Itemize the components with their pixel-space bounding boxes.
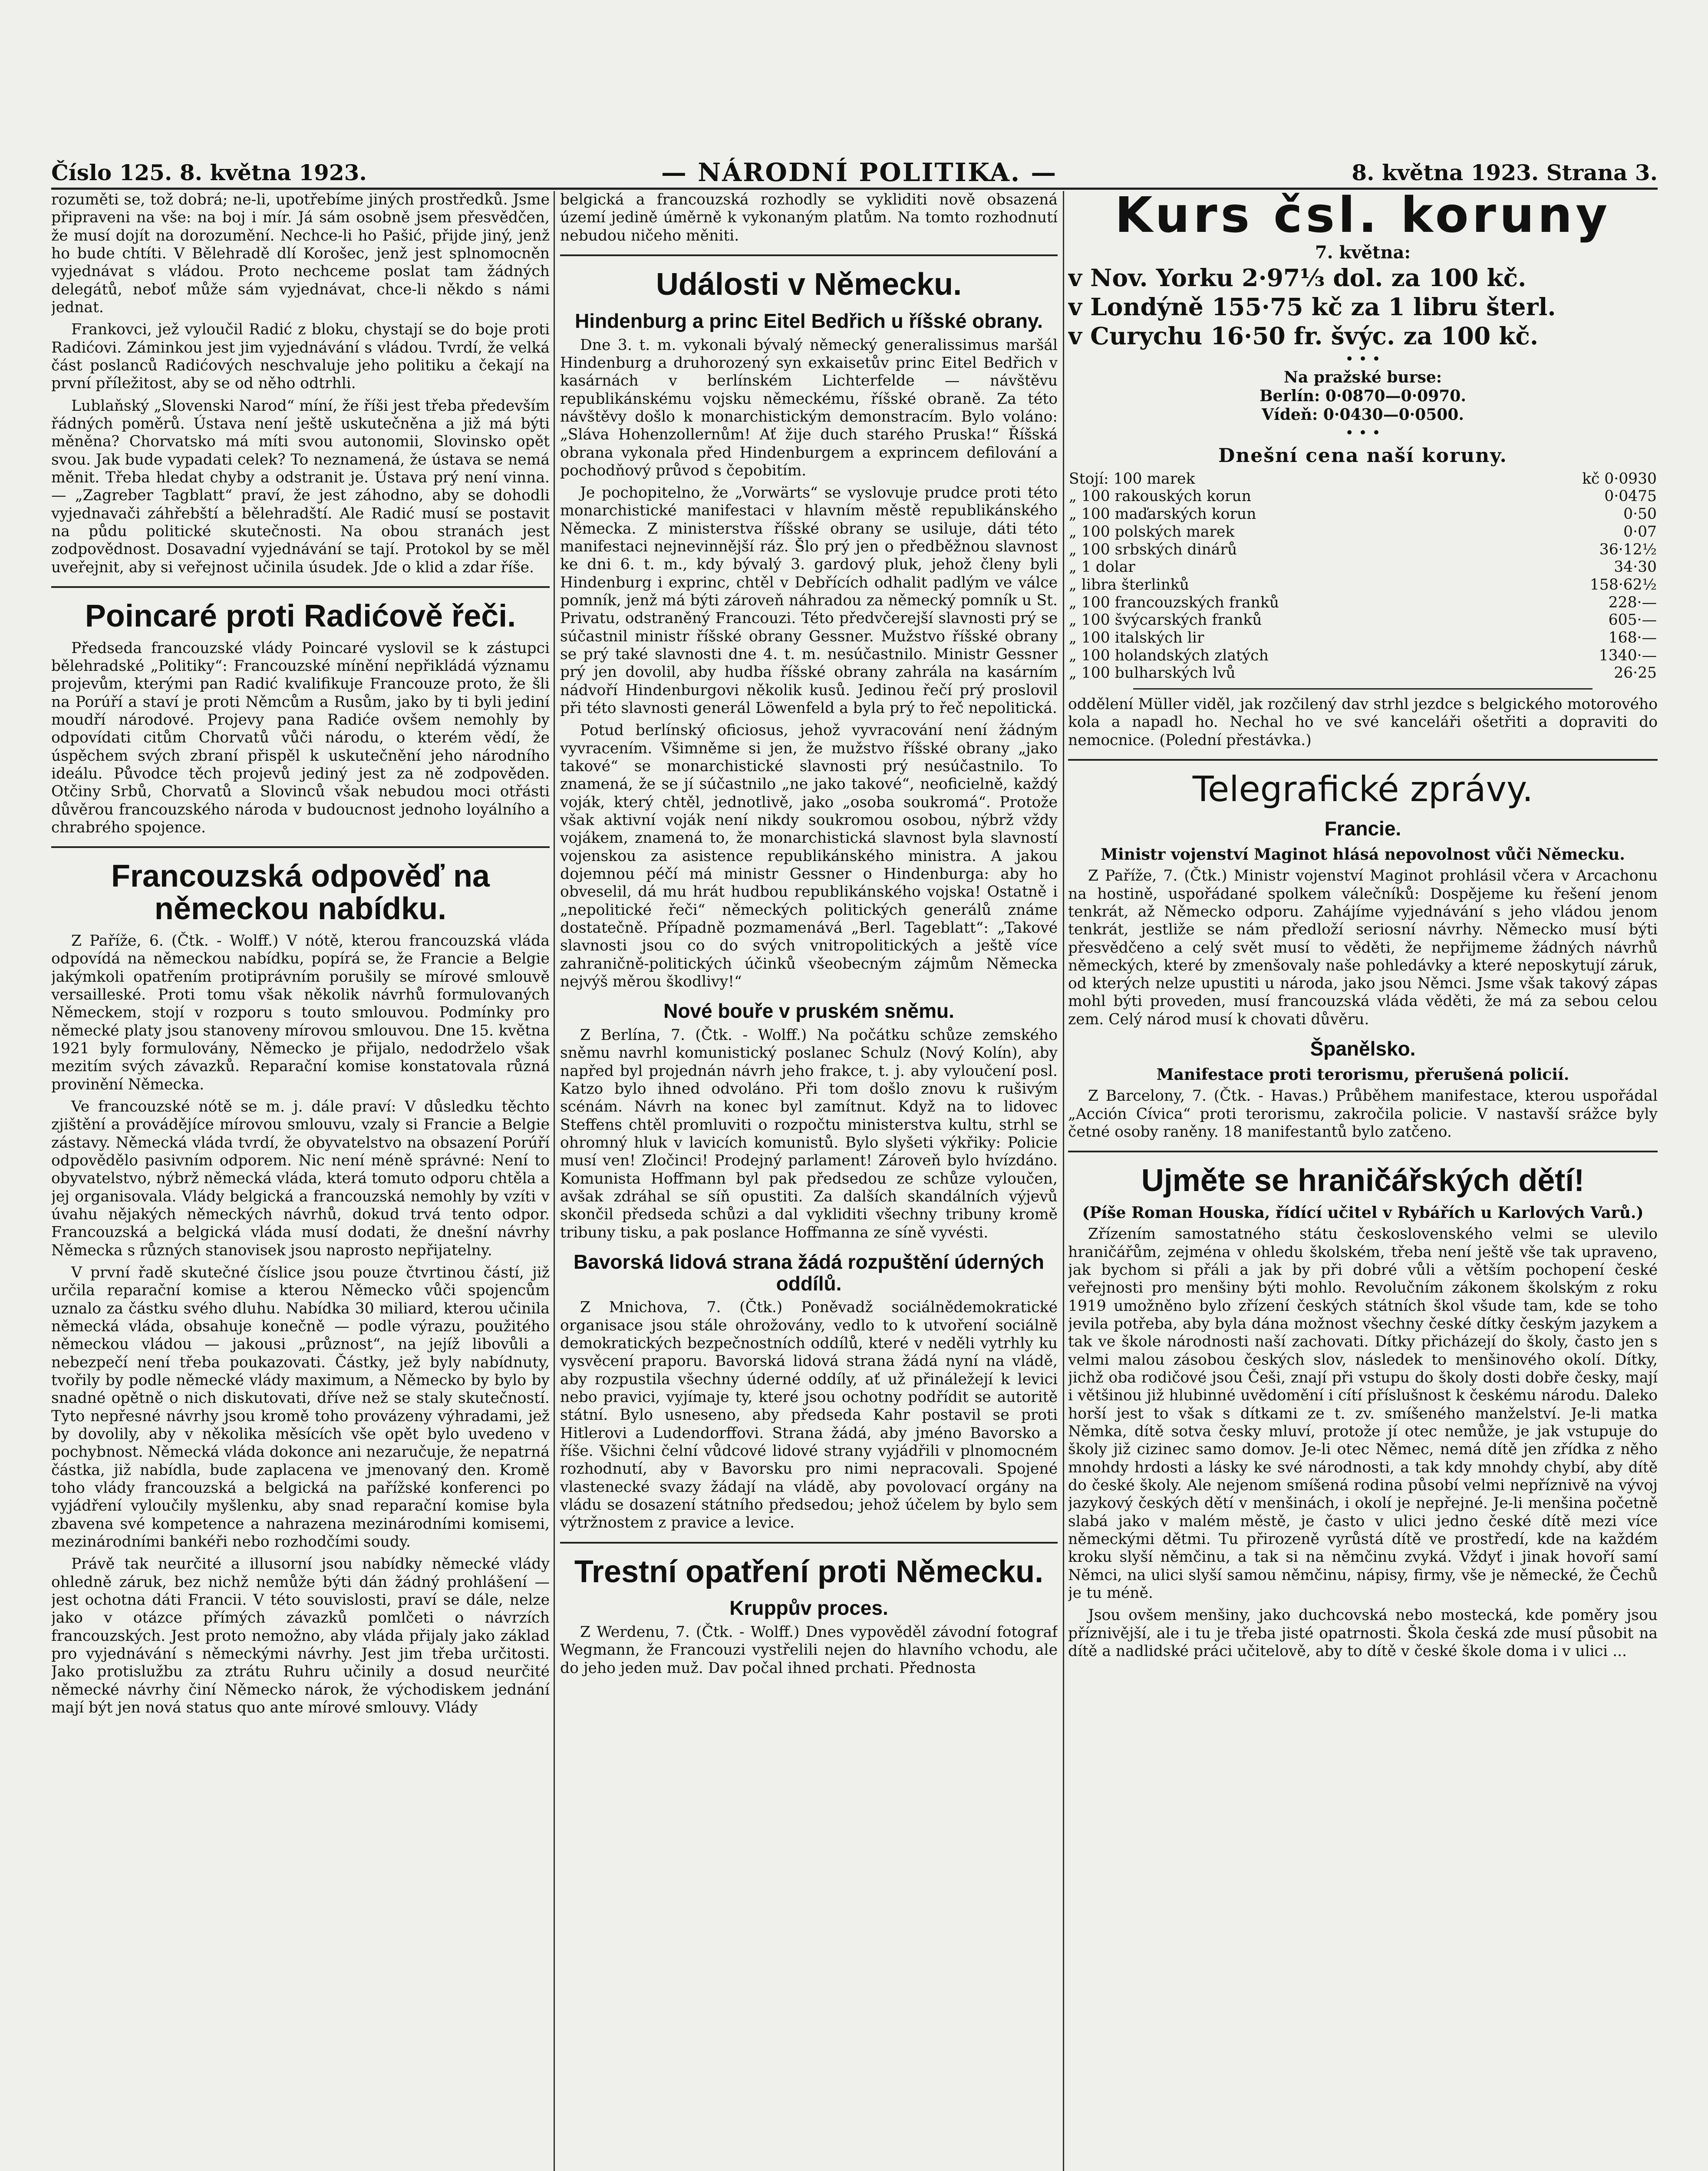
subheadline-boure-v-snemu: Nové bouře v pruském sněmu.: [663, 1000, 954, 1023]
article-text: Lublaňský „Slovenski Narod“ míní, že říši jest třeba především řádných poměrů. Ústava není ještě uskutečněna a již má býti měněna? Chorvatsko má míti svou autonomii, Slovinsko opět svou. Jak bude vypadati celek? To neznamená, že ústava se nemá měnit. Třeba hledat chyby a odstranit je. Ústava prý není vinna. — „Zagreber Tagblatt“ praví, že jest záhodno, aby se dohodli vyjednavači záhřebští a bělehradští. Ale Radić musí se postavit na půdu politické skutečnosti. Na obou stranách jest zodpovědnost. Dosavadní vyjednávání se tají. Protokol by se měl uveřejnit, aby si veřejnost učinila úsudek. Jde o klid a zdar říše.: [51, 397, 550, 576]
rate-row: [1068, 470, 1658, 488]
divider: [1068, 1151, 1658, 1152]
rate-value: 0·50: [1623, 505, 1657, 523]
article-text: Předseda francouzské vlády Poincaré vyslovil se k zástupci bělehradské „Politiky“: Francouzské mínění nepřikládá významu projevům, kterými pan Radić kvalifikuje Francouze proto, že šli na Porúří a staví je proti Němcům a Rusům, jako by ti byli jediní moudří národové. Projevy pana Radiće ovšem nemohly by odpovídati citům Chorvatů vůči národu, o kterém vědí, že úspěchem svých zbraní přispěl k uskutečnění jeho národního ideálu. Původce těch projevů jediný jest za ně zodpověden. Otčiny Srbů, Chorvatů a Slovinců však nebudou moci otřásti důvěrou francouzského národa v budoucnost jednoho loyálního a chrabrého spojence.: [51, 639, 550, 837]
subheadline-hindenburg: Hindenburg a princ Eitel Bedřich u říšské obrany.: [575, 309, 1043, 332]
burse-vienna: Vídeň: 0·0430—0·0500.: [1262, 406, 1464, 424]
column-2: [560, 191, 1058, 2171]
article-text: Je pochopitelno, že „Vorwärts“ se vyslovuje prudce proti této monarchistické manifestaci v hlavním městě republikánského Německa. Z ministerstva říšské obrany se usiluje, dáti této manifestaci nejnevinnější ráz. Šlo prý jen o předběžnou slavnost ke dni 6. t. m., kdy bývalý 3. gardový pluk, jehož členy byli Hindenburg i exprinc, chtěl v Debřících odhalit padlým ve válce pomník, jenž má býti zároveň náhradou za německý pomník u St. Privatu, odstraněný Francouzi. Této předvčerejší slavnosti prý se súčastnil ministr říšské obrany Gessner. Mužstvo říšské obrany se prý také slavnosti dne 4. t. m. nesúčastnilo. Ministr Gessner prý jen dovolil, aby hudba říšské obrany zahrála na kasárním nádvoří Hindenburgovi několik kusů. Jedinou řečí prý proslovil při této slavnosti generál Löwenfeld a byla prý to řeč nepolitická.: [560, 484, 1058, 717]
article-text: Frankovci, jež vyloučil Radić z bloku, chystají se do boje proti Radićovi. Záminkou jest jim vyjednávání s vládou. Tvrdí, že velká část poslanců Radićových neschvaluje jeho politiku a čekají na první příležitost, aby se od něho odtrhli.: [51, 321, 550, 393]
headline-udalosti-v-nemecku: Události v Německu.: [656, 267, 962, 302]
article-text: Ve francouzské nótě se m. j. dále praví: V důsledku těchto zjištění a provádějíce mírovou smlouvu, vzaly si Francie a Belgie zástavy. Německá vláda tvrdí, že obyvatelstvo na obsazení Porúří odpovědělo pasivním odporem. Nic není méně správné: Není to obyvatelstvo, nýbrž německá vláda, která tomuto odporu chtěla a jej organisovala. Vlády belgická a francouzská nemohly by vzíti v úvahu nějakých německých návrhů, dokud trvá tento odpor. Francouzská a belgická vláda musí dodati, že dnešní návrhy Německa s různých stanovisek jsou naprosto nepřijatelny.: [51, 1098, 550, 1259]
date-page-number: 8. května 1923. Strana 3.: [1352, 159, 1658, 185]
column-rule: [1063, 191, 1064, 2171]
article-text: Právě tak neurčité a illusorní jsou nabídky německé vlády ohledně záruk, bez nichž nemůže býti dán žádný prohlášení — jest ochotna dáti Francii. V této souvislosti, praví se dále, nelze jako v otázce přímých závazků pomlčeti o návrzích francouzských. Jest proto nemožno, aby vláda přijaly jako základ pro vyjednávání s německými návrhy. Jest jim třeba určitosti. Jako protislužbu za ztrátu Ruhru učinily a dosud neurčité německé návrhy činí Německo nárok, že východiskem jednání mají být jen nová status quo ante mírové smlouvy. Vlády: [51, 1555, 550, 1716]
rate-currency: „ 100 italských lir: [1069, 629, 1204, 647]
separator-dots: • • •: [1345, 350, 1381, 368]
rate-new-york: v Nov. Yorku 2·97⅓ dol. za 100 kč.: [1068, 263, 1527, 292]
divider: [560, 1542, 1058, 1544]
separator-dots: • • •: [1345, 424, 1381, 442]
article-text: V první řadě skutečné číslice jsou pouze čtvrtinou částí, již určila reparační komise a kterou Německo vůči spojencům uznalo za částku svého dluhu. Nabídka 30 miliard, kterou učinila německá vláda, obsahuje konečně — podle výrazu, použitého německou vládou — jakousi „průznost“, na jejíž libovůli a nebezpečí není třeba poukazovati. Částky, jež byly nabídnuty, tvořily by podle německé vlády maximum, a Německo by bylo by snadné opětně o nich diskutovati, dříve než se staly skutečností. Tyto nepřesné návrhy jsou kromě toho provázeny výhradami, jež by dovolily, aby v několika měsících vše opět bylo uvedeno v pochybnost. Německá vláda dokonce ani nezaručuje, že nepatrná částka, již nabídla, bude zaplacena ve jmenovaný den. Kromě toho vlády francouzská a belgická na pařížské konferenci po vyjádření vyloučily myšlenku, aby snad reparační komise byla zbavena své kompetence a nahrazena mezinárodními komisemi, mezinárodními bankéři nebo rozhodčími soudy.: [51, 1264, 550, 1551]
divider: [51, 586, 550, 588]
rate-currency: „ 100 francouzských franků: [1069, 594, 1279, 611]
koruna-price-title: Dnešní cena naší koruny.: [1218, 445, 1507, 467]
rate-value: 26·25: [1614, 664, 1657, 682]
exchange-rate-title: Kurs čsl. koruny: [1114, 191, 1611, 244]
divider: [51, 846, 550, 848]
rate-currency: „ libra šterlinků: [1069, 576, 1189, 594]
masthead-title: — NÁRODNÍ POLITIKA. —: [661, 158, 1058, 187]
rate-value: kč 0·0930: [1582, 470, 1657, 488]
headline-telegraficke-zpravy: Telegrafické zprávy.: [1192, 769, 1533, 810]
divider: [1133, 688, 1593, 690]
rate-row: [1068, 505, 1658, 523]
article-text: Z Berlína, 7. (Čtk. - Wolff.) Na počátku schůze zemského sněmu navrhl komunistický poslanec Schulz (Nový Kolín), aby napřed byl projednán návrh jeho frakce, t. j. aby vyloučení posl. Katzo bylo ihned odvoláno. Při tom došlo znovu k rušivým scénám. Návrh na konec byl zamítnut. Když na to lidovec Steffens chtěl promluviti o rozpočtu ministerstva kultu, strhl se ohromný hluk v lavicích komunistů. Bylo slyšeti výkřiky: Policie musí ven! Zločinci! Prodejný parlament! Zároveň bylo hvízdáno. Komunista Hoffmann byl pak předsedou ze schůze vyloučen, avšak zdráhal se síň opustiti. Za dalších skandálních výjevů skončil předseda schůzi a dal vykliditi všechny tribuny kromě tribuny tisku, a pak poslance Hoffmanna ze síně vyvésti.: [560, 1026, 1058, 1241]
column-3: [1068, 191, 1658, 2171]
article-text: Z Werdenu, 7. (Čtk. - Wolff.) Dnes vypověděl závodní fotograf Wegmann, že Francouzi vystřelili nejen do hlavního vchodu, ale do jeho jeden muž. Dav počal ihned prchati. Přednosta: [560, 1623, 1058, 1677]
rate-currency: „ 100 polských marek: [1069, 523, 1235, 541]
column-1: [51, 191, 550, 2171]
article-text: oddělení Müller viděl, jak rozčilený dav strhl jezdce s belgického motorového kola a napadl ho. Nechal ho ve své kanceláři ošetřiti a dopraviti do nemocnice. (Polední přestávka.): [1068, 696, 1658, 749]
rate-row: [1068, 664, 1658, 682]
section-francie: Francie.: [1324, 817, 1401, 840]
rate-row: [1068, 629, 1658, 647]
rate-currency: „ 1 dolar: [1069, 558, 1135, 576]
article-text: Potud berlínský oficiosus, jehož vyvracování není žádným vyvracením. Všimněme si jen, že mužstvo říšské obrany „jako takové“ se monarchistické slavnosti prý nesúčastnilo. To znamená, že se jí súčastnilo „ne jako takové“, neoficielně, každý voják, který chtěl, jednotlivě, jako „osoba soukromá“. Protože však aktivní voják není nikdy soukromou osobou, nýbrž vždy vojákem, znamená to, že monarchistická slavnost byla slavností vojenskou za asistence republikánského ministra. A jakou dojemnou péčí má ministr Gessner o Hindenburga: aby ho obveselil, dá mu hrát hudbou republikánského vojska! Ostatně i „nepolitické řeči“ německých politických generálů známe dostatečně. Případně pozmamenává „Berl. Tageblatt“: „Takové slavnosti jsou co do svých vnitropolitických a ještě více zahraničně-politických účinků všeobecným zájmům Německa nejvýš měrou škodlivy!“: [560, 722, 1058, 991]
rate-value: 228·—: [1608, 594, 1657, 611]
divider: [1068, 759, 1658, 761]
rate-zurich: v Curychu 16·50 fr. švýc. za 100 kč.: [1068, 322, 1539, 350]
rate-row: [1068, 647, 1658, 665]
rate-value: 158·62½: [1589, 576, 1657, 594]
article-byline: (Píše Roman Houska, řídící učitel v Rybářích u Karlových Varů.): [1082, 1204, 1644, 1222]
rate-value: 0·07: [1623, 523, 1657, 541]
subheadline-manifestace: Manifestace proti terorismu, přerušená policií.: [1156, 1065, 1570, 1084]
section-spanelsko: Španělsko.: [1310, 1037, 1416, 1060]
article-text: belgická a francouzská rozhodly se vykliditi nově obsazená území jedině úměrně k vykonaným platům. Na tomto rozhodnutí nebudou ničeho měniti.: [560, 191, 1058, 244]
koruna-price-table: [1068, 470, 1658, 682]
rate-value: 168·—: [1608, 629, 1657, 647]
headline-francouzska-odpoved: Francouzská odpověď na německou nabídku.: [111, 859, 490, 927]
rate-london: v Londýně 155·75 kč za 1 libru šterl.: [1068, 293, 1556, 321]
rate-row: [1068, 576, 1658, 594]
rate-currency: „ 100 srbských dinárů: [1069, 541, 1237, 558]
article-text: rozuměti se, tož dobrá; ne-li, upotřebíme jiných prostředků. Jsme připraveni na vše: na boj i mír. Já sám osobně jsem přesvědčen, že musí dojít na dorozumění. Nechce-li ho Pašić, přijde jiný, jenž ho bude chtíti. V Bělehradě dlí Korošec, jenž jest splnomocněn vyjednávat s vládou. Proto nechceme poslat tam žádných delegátů, neboť může sám vyjednávat, chce-li někdo s námi jednat.: [51, 191, 550, 316]
rate-row: [1068, 541, 1658, 559]
article-text: Z Paříže, 6. (Čtk. - Wolff.) V nótě, kterou francouzská vláda odpovídá na německou nabídku, popírá se, že Francie a Belgie jakýmkoli opatřením protiprávním porušily se mírové smlouvě versailleské. Proti tomu však několik návrhů formulovaných Německem, stojí v rozporu s touto smlouvou. Podmínky pro německé platy jsou stanoveny mírovou smlouvou. Dne 15. května 1921 byly formulovány, Německo je přijalo, nedodrželo však mezitím svých závazků. Reparační komise konstatovala různá provinění Německa.: [51, 932, 550, 1093]
column-rule: [554, 191, 555, 2171]
subheadline-maginot: Ministr vojenství Maginot hlásá nepovolnost vůči Německu.: [1101, 845, 1625, 864]
rate-value: 34·30: [1614, 558, 1657, 576]
rate-row: [1068, 488, 1658, 505]
divider: [560, 254, 1058, 256]
rate-value: 0·0475: [1604, 488, 1657, 505]
rate-value: 36·12½: [1599, 541, 1657, 558]
page-header: [51, 157, 1658, 190]
article-text: Z Paříže, 7. (Čtk.) Ministr vojenství Maginot prohlásil včera v Arcachonu na hostině, uspořádané spolkem válečníků: Dospějeme ku řešení jenom tenkrát, až Německo odporu. Zahájíme vyjednávání s jeho vládou jenom tenkrát, jestliže se nám předloží seriosní návrhy. Německo musí býti přesvědčeno a celý svět musí to věděti, že nepřijmeme žádných návrhů německých, které by zmenšovaly naše pohledávky a které neposkytují záruk, od kterých nelze upustiti u národa, jako jsou Němci. Jsme však takový zápas mohl býti proveden, musí francouzská vláda věděti, že má za sebou celou zem. Celý národ musí k chovati důvěru.: [1068, 867, 1658, 1028]
headline-poincare: Poincaré proti Radićově řeči.: [85, 598, 516, 633]
burse-title: Na pražské burse:: [1283, 368, 1442, 386]
headline-hranicarske-deti: Ujměte se hraničářských dětí!: [1141, 1163, 1585, 1198]
rate-row: [1068, 594, 1658, 612]
rate-row: [1068, 523, 1658, 541]
article-text: Z Mnichova, 7. (Čtk.) Poněvadž sociálnědemokratické organisace jsou stále ohrožovány, vedlo to k utvoření sociálně demokratických bezpečnostních oddílů, které v neděli vytrhly ku vysvěcení praporu. Bavorská lidová strana žádá nyní na vládě, aby rozpustila všechny úderné oddíly, ať už přináležejí k levici nebo pravici, vyjímaje ty, které jsou ochotny podřídit se autoritě státní. Bylo usneseno, aby předseda Kahr postavil se proti Hitlerovi a Ludendorffovi. Strana žádá, aby jméno Bavorsko a říše. Všichni čelní vůdcové lidové strany vyjádřili v plnomocném rozhodnutí, aby v Bavorsku pro nimi nepracovali. Spojené vlastenecké svazy žádají na vládě, aby povolovací orgány na vládu se dosazení státního předsedou; jehož účelem by bylo sem výtržnostem z pravice a levice.: [560, 1299, 1058, 1532]
headline-trestni-opatreni: Trestní opatření proti Německu.: [574, 1554, 1044, 1589]
burse-berlin: Berlín: 0·0870—0·0970.: [1260, 387, 1466, 406]
rate-row: [1068, 558, 1658, 576]
issue-number-date: Číslo 125. 8. května 1923.: [51, 159, 367, 185]
article-text: Dne 3. t. m. vykonali bývalý německý generalissimus maršál Hindenburg a druhorozený syn exkaisetův princ Eitel Bedřich v kasárnách v berlínském Lichterfelde — návštěvu republikánskému vojsku německému, říšské obraně. Za této návštěvy došlo k monarchistickým demonstracím. Bylo voláno: „Sláva Hohenzollernům! Ať žije duch starého Pruska!“ Říšská obrana vykonala před Hindenburgem a exprincem defilování a pochodňový průvod s čepobitím.: [560, 336, 1058, 479]
rate-row: [1068, 611, 1658, 629]
rate-currency: „ 100 holandských zlatých: [1069, 647, 1269, 664]
article-text: Jsou ovšem menšiny, jako duchcovská nebo mostecká, kde poměry jsou příznivější, ale i tu je třeba jisté opatrnosti. Škola česká zde musí působit na dítě a nadlidské práci učitelově, aby to dítě v české škole doma i v ulici ...: [1068, 1607, 1658, 1660]
exchange-rate-date: 7. května:: [1315, 242, 1411, 263]
article-text: Z Barcelony, 7. (Čtk. - Havas.) Průběhem manifestace, kterou uspořádal „Acción Cívica“ proti terorismu, zakročila policie. V nastavší srážce byly četné osoby raněny. 18 manifestantů bylo zatčeno.: [1068, 1087, 1658, 1141]
rate-currency: „ 100 maďarských korun: [1069, 505, 1256, 523]
rate-currency: Stojí: 100 marek: [1069, 470, 1195, 488]
rate-currency: „ 100 bulharských lvů: [1069, 664, 1236, 682]
article-text: Zřízením samostatného státu československého velmi se ulevilo hraničářům, zejména v ohledu školském, třeba není ještě vše tak upraveno, jak bychom si přáli a jak by při dobré vůli a větším pochopení české veřejnosti pro menšiny býti mohlo. Revolučním zákonem školským z roku 1919 umožněno bylo zřízení českých státních škol všude tam, kde se toho jevila potřeba, aby byla dána možnost všechny české dítky českým jazykem a tak ve škole národnosti naší zachovati. Dítky přicházejí do školy, často jen s velmi malou zásobou českých slov, následek to menšinového okolí. Dítky, jichž oba rodičové jsou Češi, znají při vstupu do školy dosti dobře česky, mají i většinou již hlubinné uvědomění i cítí příslušnost k českému národu. Daleko horší jest to však s dítkami ze t. zv. smíšeného manželství. Je-li matka Němka, dítě sotva česky mluví, protože jí otec nemůže, je jak vstupuje do školy již cizinec samo domov. Je-li otec Němec, nemá dítě jen zřídka z něho mnohdy hrdosti a lásky ke své národnosti, a tak kdy mnohdy chybí, aby dítě do české školy. Ale nejenom smíšená rodina působí velmi nepříznivě na vývoj jazykový českých dětí v menšinách, i okolí je nepřejné. Je-li menšina početně slabá jako v malém městě, je často v ulici jedno české dítě mezi více německými dětmi. Tu přirozeně vyrůstá dítě ve prostředí, kde na každém kroku slyší němčinu, a tak si na němčinu zvyká. Vždyť i jinak hovoří samí Němci, na ulici slyší samou němčinu, nápisy, firmy, vše je německé, že Čechů je tu méně.: [1068, 1225, 1658, 1602]
subheadline-bavorska-strana: Bavorská lidová strana žádá rozpuštění úderných oddílů.: [574, 1250, 1044, 1295]
subheadline-kruppuv-proces: Kruppův proces.: [729, 1597, 888, 1620]
rate-currency: „ 100 švýcarských franků: [1069, 611, 1262, 629]
rate-currency: „ 100 rakouských korun: [1069, 488, 1251, 505]
rate-value: 605·—: [1608, 611, 1657, 629]
rate-value: 1340·—: [1599, 647, 1657, 664]
